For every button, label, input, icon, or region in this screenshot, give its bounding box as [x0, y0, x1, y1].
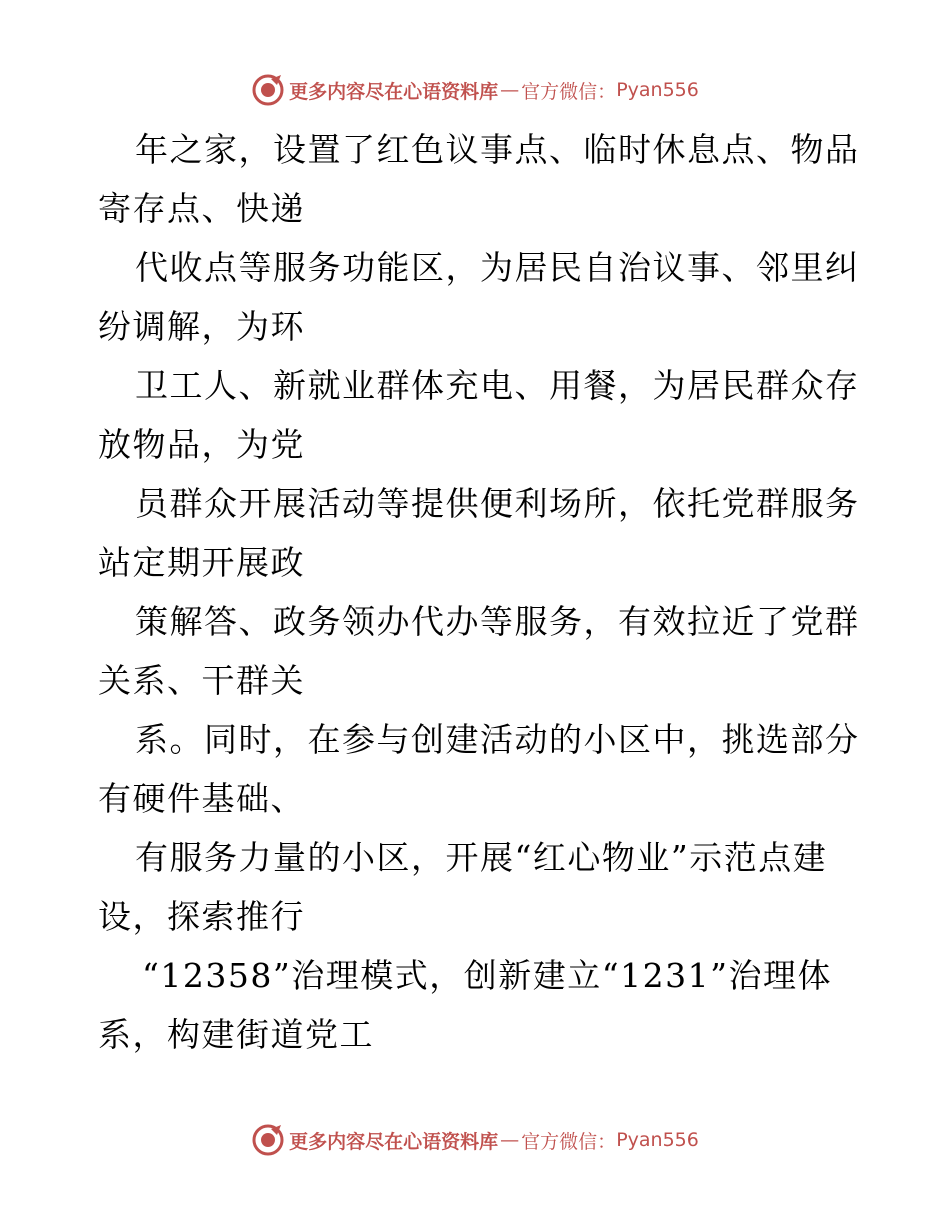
- text-line: 寄存点、快递: [98, 189, 305, 228]
- text-line: 纷调解，为环: [98, 307, 305, 346]
- footer-wechat-id: Pyan556: [616, 1129, 699, 1151]
- document-body: [98, 120, 858, 1064]
- header-dash: —: [500, 79, 520, 101]
- footer-wechat-label: 官方微信：: [521, 1130, 617, 1153]
- text-line: 设，探索推行: [98, 897, 305, 936]
- text-line: 有服务力量的小区，开展“红心物业”示范点建: [135, 838, 828, 877]
- text-line: 系。同时，在参与创建活动的小区中，挑选部分: [135, 720, 860, 759]
- brand-logo-icon: [251, 1123, 285, 1157]
- header-watermark: [0, 70, 950, 110]
- footer-brand-text: 更多内容尽在心语资料库: [289, 1130, 499, 1153]
- text-line: “12358”治理模式，创新建立“1231”治理体: [142, 956, 832, 995]
- brand-logo-icon: [251, 73, 285, 107]
- text-line: 系，构建街道党工: [98, 1015, 374, 1054]
- footer-watermark: [0, 1120, 950, 1160]
- header-wechat-label: 官方微信：: [521, 80, 617, 103]
- text-line: 代收点等服务功能区，为居民自治议事、邻里纠: [135, 248, 860, 287]
- footer-dash: —: [500, 1129, 520, 1151]
- header-brand-text: 更多内容尽在心语资料库: [289, 80, 499, 103]
- text-line: 有硬件基础、: [98, 779, 305, 818]
- text-line: 年之家，设置了红色议事点、临时休息点、物品: [135, 130, 860, 169]
- text-line: 员群众开展活动等提供便利场所，依托党群服务: [135, 484, 860, 523]
- text-line: 策解答、政务领办代办等服务，有效拉近了党群: [135, 602, 860, 641]
- text-line: 站定期开展政: [98, 543, 305, 582]
- text-line: 关系、干群关: [98, 661, 305, 700]
- text-line: 放物品，为党: [98, 425, 305, 464]
- header-wechat-id: Pyan556: [616, 79, 699, 101]
- text-line: 卫工人、新就业群体充电、用餐，为居民群众存: [135, 366, 860, 405]
